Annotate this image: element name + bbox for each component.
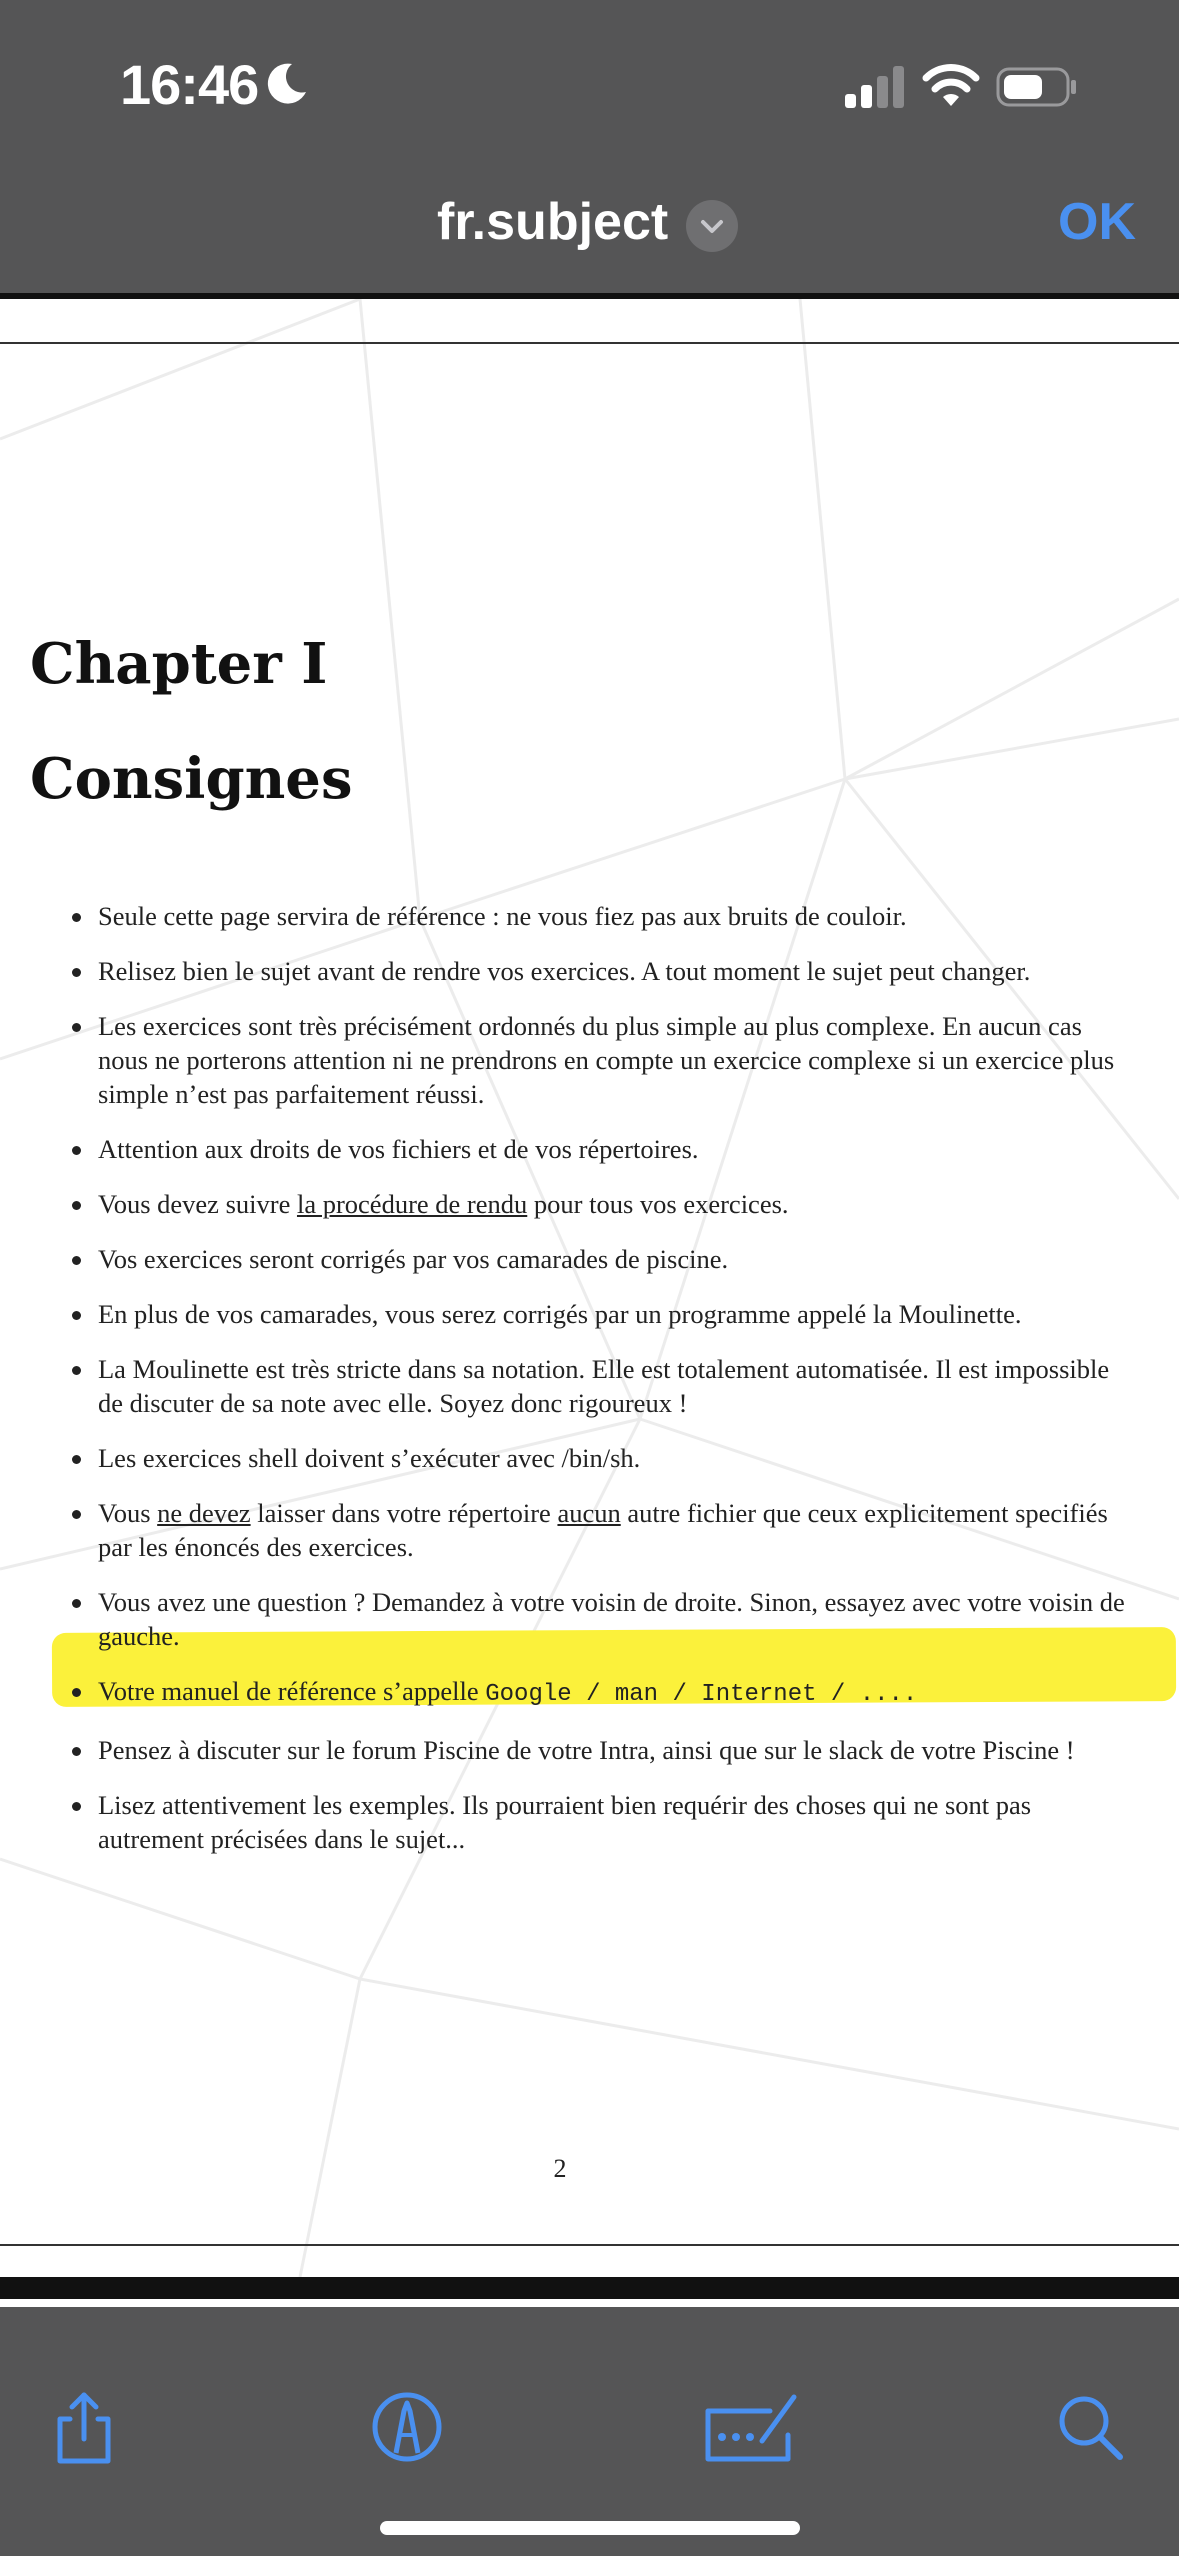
list-item: Les exercices shell doivent s’exécuter avec /bin/sh. [68,1441,1128,1475]
page-header-rule [0,342,1179,344]
share-icon [44,2387,124,2467]
document-title[interactable]: fr.subject [437,193,669,251]
home-indicator[interactable] [380,2521,800,2535]
page-separator [0,2277,1179,2299]
battery-icon [996,66,1078,108]
section-heading: Consignes [30,746,353,812]
top-bar [0,0,1179,293]
cellular-signal-icon [845,66,907,108]
list-item: Seule cette page servira de référence : ne vous fiez pas aux bruits de couloir. [68,899,1128,933]
markup-button[interactable] [367,2387,447,2467]
highlighted-list-item: Vous avez une question ? Demandez à votre voisin de droite. Sinon, essayez avec votre voisin de gauche. [68,1585,1128,1653]
list-item: En plus de vos camarades, vous serez corrigés par un programme appelé la Moulinette. [68,1297,1128,1331]
list-item: Pensez à discuter sur le forum Piscine de votre Intra, ainsi que sur le slack de votre Piscine ! [68,1733,1128,1767]
search-icon [1050,2387,1130,2467]
page-number: 2 [553,2154,567,2183]
next-page-edge [0,2299,1179,2307]
bottom-toolbar [0,2307,1179,2556]
list-item: Attention aux droits de vos fichiers et de vos répertoires. [68,1132,1128,1166]
list-item: Relisez bien le sujet avant de rendre vos exercices. A tout moment le sujet peut changer. [68,954,1128,988]
chevron-down-icon [686,200,738,252]
list-item: Votre manuel de référence s’appelle Google / man / Internet / .... [68,1674,1128,1712]
list-item: Vous ne devez laisser dans votre répertoire aucun autre fichier que ceux explicitement specifiés par les énoncés des exercices. [68,1496,1128,1564]
document-page[interactable] [0,299,1179,2277]
signature-button[interactable] [700,2387,804,2467]
list-item: Les exercices sont très précisément ordonnés du plus simple au plus complexe. En aucun cas nous ne porterons attention ni ne prendrons en compte un exercice complexe si un exercice plus simple n’est pas parfaitement réussi. [68,1009,1128,1111]
list-item: Vous devez suivre la procédure de rendu pour tous vos exercices. [68,1187,1128,1221]
status-time: 16:46 [120,53,259,116]
submission-procedure-link[interactable]: la procédure de rendu [296,1189,528,1219]
rules-list [68,899,1128,1877]
markup-pen-icon [367,2387,447,2467]
share-button[interactable] [44,2387,124,2467]
title-menu-button[interactable] [686,200,738,252]
list-item: La Moulinette est très stricte dans sa notation. Elle est totalement automatisée. Il est impossible de discuter de sa note avec elle. Soyez donc rigoureux ! [68,1352,1128,1420]
page-footer-rule [0,2244,1179,2246]
chapter-heading: Chapter I [30,631,328,697]
signature-icon [700,2387,804,2467]
search-button[interactable] [1050,2387,1130,2467]
list-item: Vos exercices seront corrigés par vos camarades de piscine. [68,1242,1128,1276]
list-item: Lisez attentivement les exemples. Ils pourraient bien requérir des choses qui ne sont pas autrement précisées dans le sujet... [68,1788,1128,1856]
moon-icon [262,58,312,108]
ok-button[interactable]: OK [1058,193,1136,251]
wifi-icon [922,62,980,108]
